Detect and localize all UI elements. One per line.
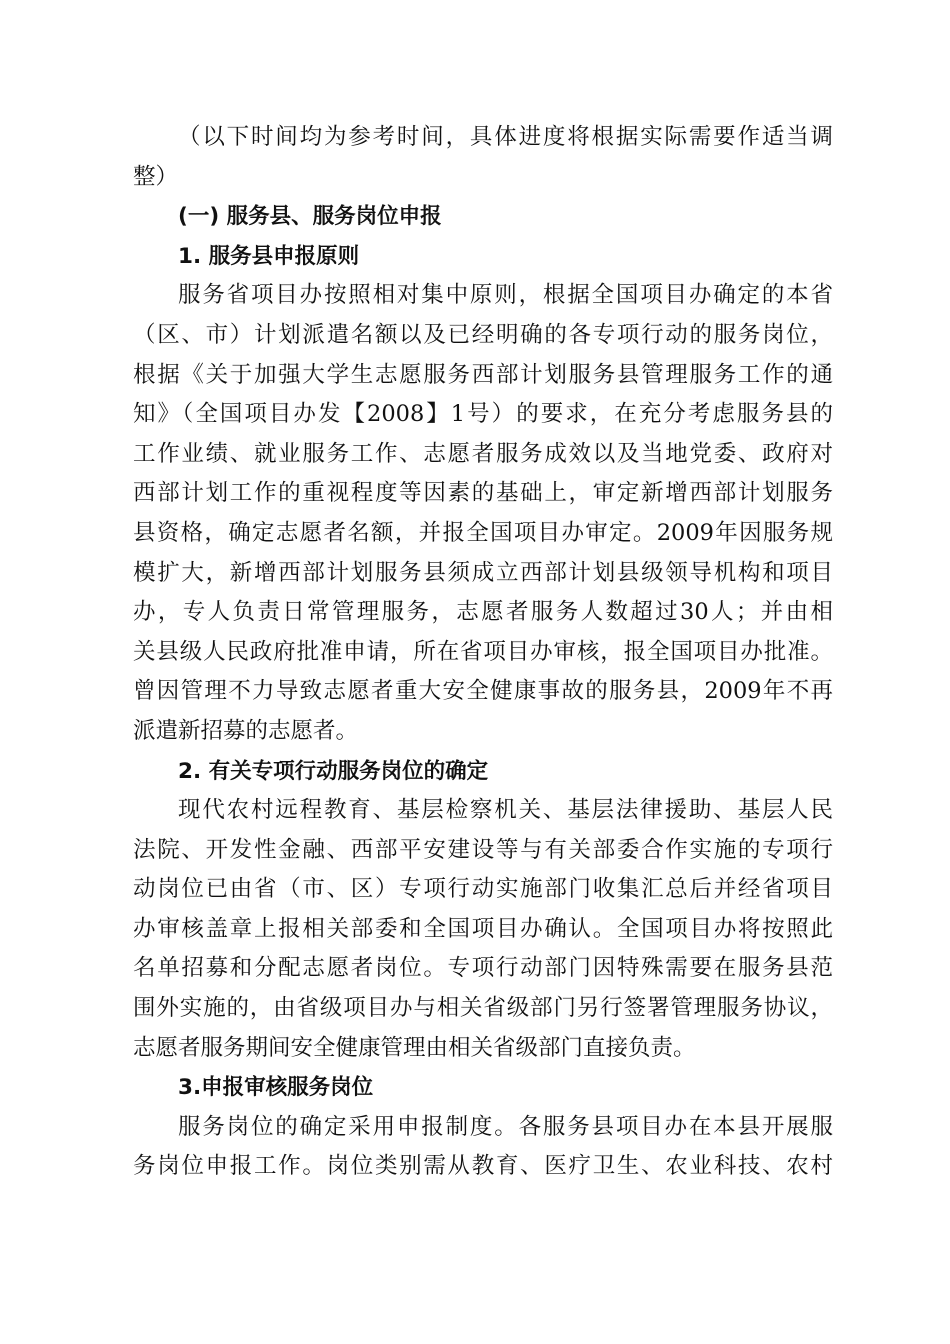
note-line-2: 整） — [133, 163, 179, 190]
paragraph-line: 现代农村远程教育、基层检察机关、基层法律援助、基层人民 — [178, 797, 833, 824]
paragraph-line: 曾因管理不力导致志愿者重大安全健康事故的服务县，2009年不再 — [133, 678, 833, 705]
document-body — [133, 118, 833, 1187]
paragraph-line: 西部计划工作的重视程度等因素的基础上，审定新增西部计划服务 — [133, 480, 833, 507]
paragraph-line: 派遣新招募的志愿者。 — [133, 717, 359, 744]
paragraph-line: 志愿者服务期间安全健康管理由相关省级部门直接负责。 — [133, 1034, 696, 1061]
subsection-3-heading: 3.申报审核服务岗位 — [178, 1075, 374, 1101]
paragraph-line: 围外实施的，由省级项目办与相关省级部门另行签署管理服务协议， — [133, 995, 833, 1022]
paragraph-line: 知》（全国项目办发【2008】1号）的要求，在充分考虑服务县的 — [133, 401, 833, 428]
paragraph-line: 根据《关于加强大学生志愿服务西部计划服务县管理服务工作的通 — [133, 361, 833, 388]
paragraph-line: 模扩大，新增西部计划服务县须成立西部计划县级领导机构和项目 — [133, 559, 833, 586]
paragraph-line: 办，专人负责日常管理服务，志愿者服务人数超过30人；并由相 — [133, 599, 833, 626]
subsection-1-heading: 1. 服务县申报原则 — [178, 243, 360, 269]
paragraph-line: （区、市）计划派遣名额以及已经明确的各专项行动的服务岗位， — [133, 321, 833, 348]
section-heading: (一) 服务县、服务岗位申报 — [178, 204, 442, 230]
paragraph-line: 关县级人民政府批准申请，所在省项目办审核，报全国项目办批准。 — [133, 638, 833, 665]
note-line-1: （以下时间均为参考时间，具体进度将根据实际需要作适当调 — [178, 124, 833, 150]
paragraph-line: 服务省项目办按照相对集中原则，根据全国项目办确定的本省 — [178, 282, 833, 309]
paragraph-line: 县资格，确定志愿者名额，并报全国项目办审定。2009年因服务规 — [133, 519, 833, 546]
subsection-2-heading: 2. 有关专项行动服务岗位的确定 — [178, 758, 489, 784]
paragraph-line: 服务岗位的确定采用申报制度。各服务县项目办在本县开展服 — [178, 1113, 833, 1140]
paragraph-line: 工作业绩、就业服务工作、志愿者服务成效以及当地党委、政府对 — [133, 440, 833, 467]
paragraph-line: 务岗位申报工作。岗位类别需从教育、医疗卫生、农业科技、农村 — [133, 1153, 833, 1180]
paragraph-line: 办审核盖章上报相关部委和全国项目办确认。全国项目办将按照此 — [133, 915, 833, 942]
paragraph-line: 动岗位已由省（市、区）专项行动实施部门收集汇总后并经省项目 — [133, 876, 833, 903]
paragraph-line: 名单招募和分配志愿者岗位。专项行动部门因特殊需要在服务县范 — [133, 955, 833, 982]
paragraph-line: 法院、开发性金融、西部平安建设等与有关部委合作实施的专项行 — [133, 836, 833, 863]
